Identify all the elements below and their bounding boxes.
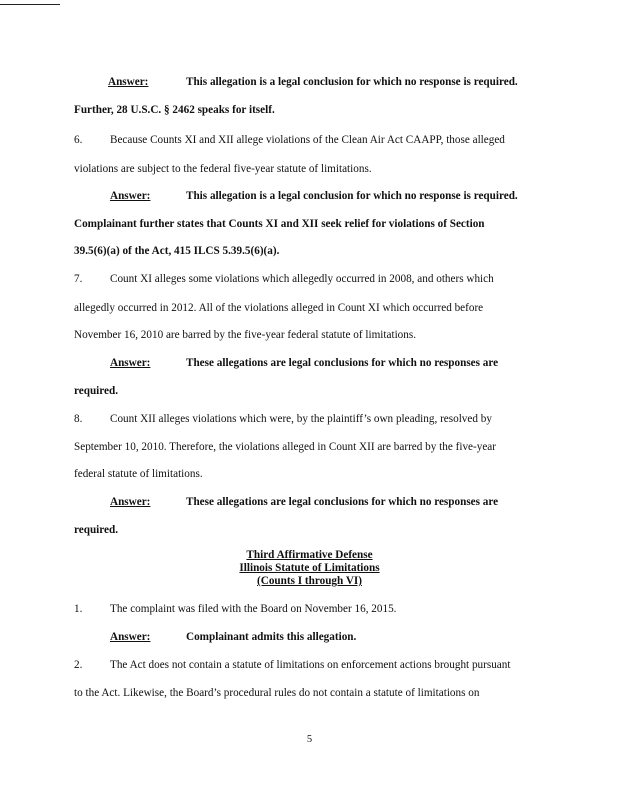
paragraph-text: violations are subject to the federal five-year statute of limitations.	[74, 163, 372, 175]
paragraph-text: November 16, 2010 are barred by the five-year federal statute of limitations.	[74, 329, 417, 341]
answer-text: Complainant admits this allegation.	[186, 631, 357, 643]
section-subheading: Illinois Statute of Limitations	[239, 562, 380, 574]
header-rule	[0, 4, 60, 5]
section-heading: Third Affirmative Defense	[246, 549, 373, 561]
paragraph-number: 2.	[74, 659, 83, 671]
answer-text-cont: Further, 28 U.S.C. § 2462 speaks for itself.	[74, 104, 275, 116]
page-number: 5	[306, 734, 313, 745]
answer-label: Answer:	[110, 357, 151, 369]
paragraph-text: allegedly occurred in 2012. All of the violations alleged in Count XI which occurred before	[74, 302, 484, 314]
answer-text-cont: Complainant further states that Counts XI and XII seek relief for violations of Section	[74, 218, 485, 230]
answer-text-cont: required.	[74, 385, 119, 397]
answer-text: These allegations are legal conclusions for which no responses are	[186, 496, 499, 508]
paragraph-text: to the Act. Likewise, the Board’s procedural rules do not contain a statute of limitations on	[74, 687, 480, 699]
answer-text-cont: 39.5(6)(a) of the Act, 415 ILCS 5.39.5(6)(a).	[74, 245, 280, 257]
section-subheading: (Counts I through VI)	[257, 575, 362, 587]
answer-label: Answer:	[110, 496, 151, 508]
paragraph-text: September 10, 2010. Therefore, the violations alleged in Count XII are barred by the five-year	[74, 441, 496, 453]
answer-label: Answer:	[108, 76, 149, 88]
answer-text: These allegations are legal conclusions for which no responses are	[186, 357, 499, 369]
answer-text: This allegation is a legal conclusion for which no response is required.	[186, 190, 518, 202]
paragraph-text: Count XI alleges some violations which allegedly occurred in 2008, and others which	[110, 273, 494, 285]
paragraph-number: 7.	[74, 273, 83, 285]
answer-label: Answer:	[110, 190, 151, 202]
answer-text: This allegation is a legal conclusion for which no response is required.	[186, 76, 518, 88]
paragraph-text: Because Counts XI and XII allege violations of the Clean Air Act CAAPP, those alleged	[110, 134, 505, 146]
paragraph-text: The complaint was filed with the Board on November 16, 2015.	[110, 603, 397, 615]
paragraph-text: The Act does not contain a statute of limitations on enforcement actions brought pursuant	[110, 659, 511, 671]
answer-label: Answer:	[110, 631, 151, 643]
paragraph-number: 1.	[74, 603, 83, 615]
paragraph-text: Count XII alleges violations which were, by the plaintiff’s own pleading, resolved by	[110, 413, 492, 425]
paragraph-number: 8.	[74, 413, 83, 425]
paragraph-text: federal statute of limitations.	[74, 468, 203, 480]
paragraph-number: 6.	[74, 134, 83, 146]
answer-text-cont: required.	[74, 524, 119, 536]
